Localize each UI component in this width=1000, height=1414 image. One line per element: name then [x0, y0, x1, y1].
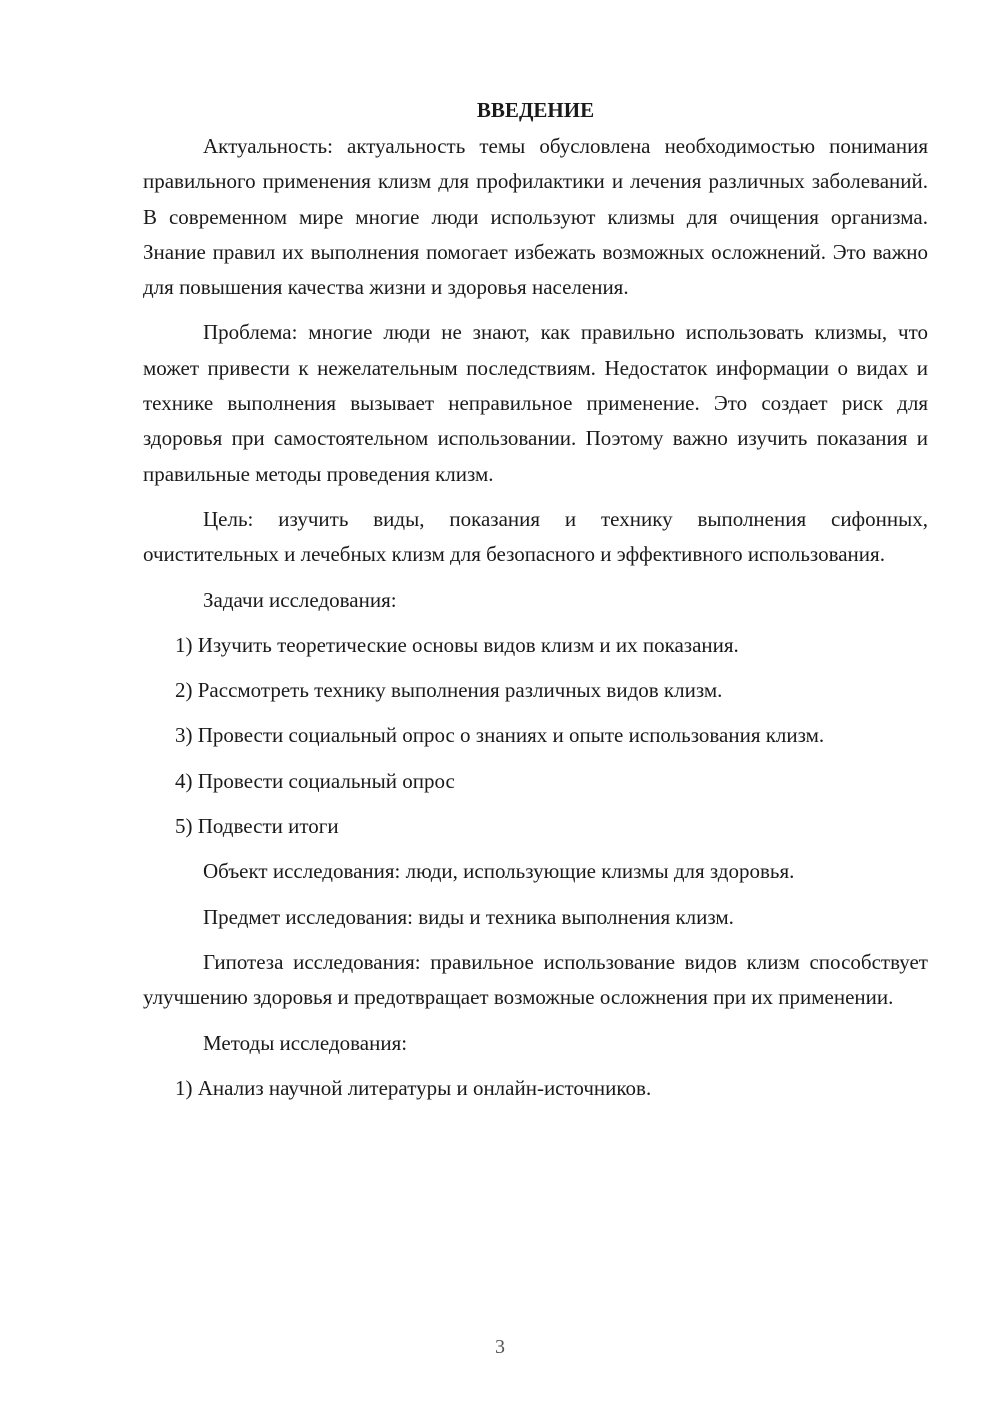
paragraph-goal: Цель: изучить виды, показания и технику выполнения сифонных, очистительных и лечебных клизм для безопасного и эффективного использования.: [143, 506, 928, 567]
task-item-4: 4) Провести социальный опрос: [175, 768, 455, 793]
document-page: [143, 95, 928, 1106]
section-title: ВВЕДЕНИЕ: [476, 98, 595, 122]
task-item-5: 5) Подвести итоги: [175, 814, 339, 839]
paragraph-object: Объект исследования: люди, использующие клизмы для здоровья.: [203, 859, 795, 884]
page-number: 3: [495, 1336, 505, 1358]
paragraph-problem: Проблема: многие люди не знают, как правильно использовать клизмы, что может привести к нежелательным последствиям. Недостаток информации о видах и технике выполнения вызывает неправильное применение. Это создает риск для здоровья при самостоятельном использовании. Поэтому важно изучить показания и правильные методы проведения клизм.: [143, 320, 928, 486]
paragraph-hypothesis: Гипотеза исследования: правильное использование видов клизм способствует улучшению здоровья и предотвращает возможные осложнения при их применении.: [143, 949, 928, 1010]
task-item-3: 3) Провести социальный опрос о знаниях и опыте использования клизм.: [175, 723, 825, 748]
task-item-1: 1) Изучить теоретические основы видов клизм и их показания.: [175, 632, 739, 657]
method-item-1: 1) Анализ научной литературы и онлайн-источников.: [175, 1075, 652, 1100]
paragraph-relevance: Актуальность: актуальность темы обусловлена необходимостью понимания правильного применения клизм для профилактики и лечения различных заболеваний. В современном мире многие люди используют клизмы для очищения организма. Знание правил их выполнения помогает избежать возможных осложнений. Это важно для повышения качества жизни и здоровья населения.: [143, 134, 928, 300]
methods-heading: Методы исследования:: [203, 1030, 408, 1055]
task-item-2: 2) Рассмотреть технику выполнения различных видов клизм.: [175, 678, 723, 703]
paragraph-subject: Предмет исследования: виды и техника выполнения клизм.: [203, 904, 734, 929]
tasks-heading: Задачи исследования:: [203, 587, 397, 612]
